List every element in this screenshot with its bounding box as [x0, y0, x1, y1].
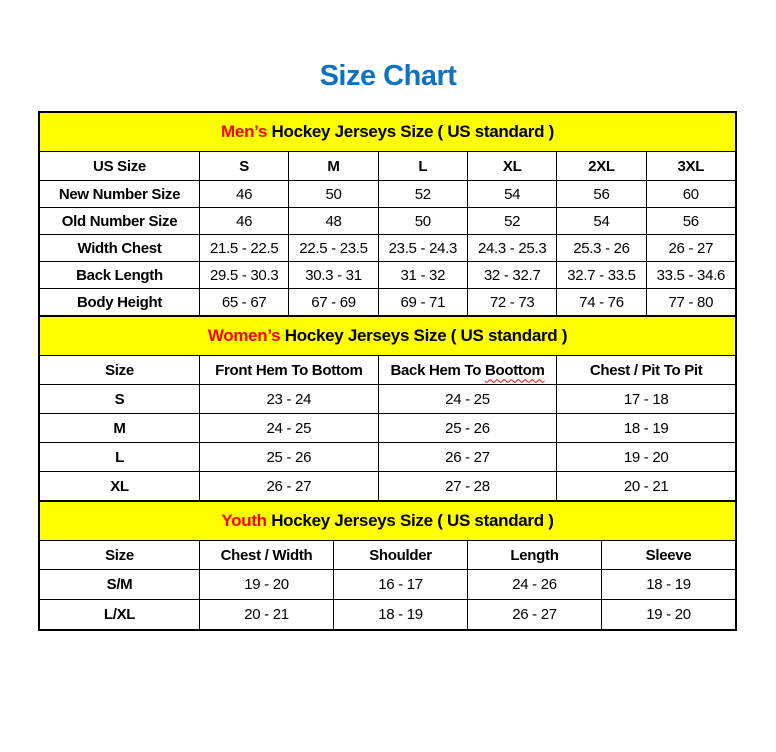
column-header-label: L: [418, 157, 428, 175]
value-cell: 23 - 24: [200, 385, 379, 414]
column-header-label: Front Hem To Bottom: [215, 361, 363, 379]
column-header-label: Size: [105, 546, 134, 564]
mens-column-header: [467, 152, 556, 181]
value-cell: 23.5 - 24.3: [378, 235, 467, 262]
value-cell: 77 - 80: [646, 289, 735, 316]
womens-column-header: [378, 356, 557, 385]
value-cell: 16 - 17: [334, 570, 468, 600]
column-header-label: Size: [105, 361, 134, 379]
womens-column-header: [557, 356, 736, 385]
youth-section-title-rest: Hockey Jerseys Size ( US standard ): [266, 511, 554, 530]
value-cell: 54: [557, 208, 646, 235]
mens-section-title-rest: Hockey Jerseys Size ( US standard ): [267, 122, 554, 141]
value-cell: 26 - 27: [200, 472, 379, 501]
value-cell: 50: [289, 181, 378, 208]
value-cell: 67 - 69: [289, 289, 378, 316]
value-cell: 24 - 25: [378, 385, 557, 414]
page-title: Size Chart: [319, 60, 457, 92]
womens-header-row: [40, 356, 736, 385]
row-label: Back Length: [40, 262, 200, 289]
youth-table-row: [40, 570, 736, 600]
column-header-label: Chest / Pit To Pit: [589, 361, 703, 379]
youth-column-header: [468, 541, 602, 570]
value-cell: 18 - 19: [557, 414, 736, 443]
value-cell: 19 - 20: [557, 443, 736, 472]
value-cell: 26 - 27: [378, 443, 557, 472]
value-cell: 18 - 19: [334, 600, 468, 630]
column-header-label: 3XL: [677, 157, 705, 175]
row-label: S/M: [40, 570, 200, 600]
value-cell: 56: [557, 181, 646, 208]
value-cell: 48: [289, 208, 378, 235]
value-cell: 65 - 67: [200, 289, 289, 316]
mens-header-row: [40, 152, 736, 181]
youth-table-row: [40, 600, 736, 630]
size-tables: [38, 111, 737, 631]
value-cell: 20 - 21: [200, 600, 334, 630]
mens-table-row: [40, 208, 736, 235]
youth-size-table: [39, 501, 736, 630]
column-header-label: Chest / Width: [220, 546, 313, 564]
youth-column-header: [334, 541, 468, 570]
youth-column-header: [602, 541, 736, 570]
womens-table-row: [40, 385, 736, 414]
value-cell: 32 - 32.7: [467, 262, 556, 289]
column-header-label: Back Hem To: [390, 361, 485, 379]
value-cell: 46: [200, 208, 289, 235]
column-header-label: Sleeve: [645, 546, 692, 564]
youth-column-header: [200, 541, 334, 570]
youth-column-header: [40, 541, 200, 570]
value-cell: 22.5 - 23.5: [289, 235, 378, 262]
value-cell: 30.3 - 31: [289, 262, 378, 289]
womens-section-title-highlight: Women’s: [207, 326, 281, 345]
mens-table-row: [40, 262, 736, 289]
mens-table-row: [40, 289, 736, 316]
womens-size-table: [39, 316, 736, 501]
womens-column-header: [200, 356, 379, 385]
value-cell: 52: [467, 208, 556, 235]
value-cell: 29.5 - 30.3: [200, 262, 289, 289]
womens-table-row: [40, 443, 736, 472]
womens-table-row: [40, 414, 736, 443]
mens-column-header: [289, 152, 378, 181]
value-cell: 72 - 73: [467, 289, 556, 316]
column-header-label: Length: [510, 546, 559, 564]
value-cell: 31 - 32: [378, 262, 467, 289]
value-cell: 52: [378, 181, 467, 208]
value-cell: 26 - 27: [646, 235, 735, 262]
value-cell: 18 - 19: [602, 570, 736, 600]
youth-section-title: [40, 502, 736, 541]
value-cell: 32.7 - 33.5: [557, 262, 646, 289]
value-cell: 74 - 76: [557, 289, 646, 316]
column-header-label: S: [239, 157, 250, 175]
row-label: XL: [40, 472, 200, 501]
value-cell: 25.3 - 26: [557, 235, 646, 262]
column-header-label: 2XL: [588, 157, 615, 175]
row-label: New Number Size: [40, 181, 200, 208]
row-label: Old Number Size: [40, 208, 200, 235]
row-label: M: [40, 414, 200, 443]
youth-header-row: [40, 541, 736, 570]
value-cell: 24 - 26: [468, 570, 602, 600]
value-cell: 24.3 - 25.3: [467, 235, 556, 262]
value-cell: 60: [646, 181, 735, 208]
column-header-label: XL: [502, 157, 522, 175]
value-cell: 33.5 - 34.6: [646, 262, 735, 289]
row-label: Width Chest: [40, 235, 200, 262]
value-cell: 21.5 - 22.5: [200, 235, 289, 262]
value-cell: 26 - 27: [468, 600, 602, 630]
mens-size-table: [39, 112, 736, 316]
value-cell: 17 - 18: [557, 385, 736, 414]
mens-table-row: [40, 235, 736, 262]
row-label: L/XL: [40, 600, 200, 630]
mens-column-header: [40, 152, 200, 181]
mens-section-band-row: [40, 113, 736, 152]
mens-section-title: [40, 113, 736, 152]
row-label: S: [40, 385, 200, 414]
value-cell: 25 - 26: [200, 443, 379, 472]
value-cell: 46: [200, 181, 289, 208]
value-cell: 69 - 71: [378, 289, 467, 316]
column-header-label: Shoulder: [369, 546, 432, 564]
womens-section-title: [40, 317, 736, 356]
value-cell: 54: [467, 181, 556, 208]
value-cell: 24 - 25: [200, 414, 379, 443]
value-cell: 56: [646, 208, 735, 235]
mens-column-header: [646, 152, 735, 181]
misspelled-word: Boottom: [484, 361, 545, 379]
mens-table-row: [40, 181, 736, 208]
womens-section-title-rest: Hockey Jerseys Size ( US standard ): [280, 326, 568, 345]
womens-section-band-row: [40, 317, 736, 356]
row-label: Body Height: [40, 289, 200, 316]
value-cell: 50: [378, 208, 467, 235]
value-cell: 27 - 28: [378, 472, 557, 501]
value-cell: 20 - 21: [557, 472, 736, 501]
value-cell: 19 - 20: [602, 600, 736, 630]
mens-section-title-highlight: Men’s: [221, 122, 268, 141]
mens-column-header: [200, 152, 289, 181]
youth-section-band-row: [40, 502, 736, 541]
womens-column-header: [40, 356, 200, 385]
column-header-label: US Size: [93, 157, 146, 175]
row-label: L: [40, 443, 200, 472]
value-cell: 25 - 26: [378, 414, 557, 443]
womens-table-row: [40, 472, 736, 501]
youth-section-title-highlight: Youth: [221, 511, 267, 530]
column-header-label: M: [327, 157, 340, 175]
mens-column-header: [378, 152, 467, 181]
value-cell: 19 - 20: [200, 570, 334, 600]
mens-column-header: [557, 152, 646, 181]
